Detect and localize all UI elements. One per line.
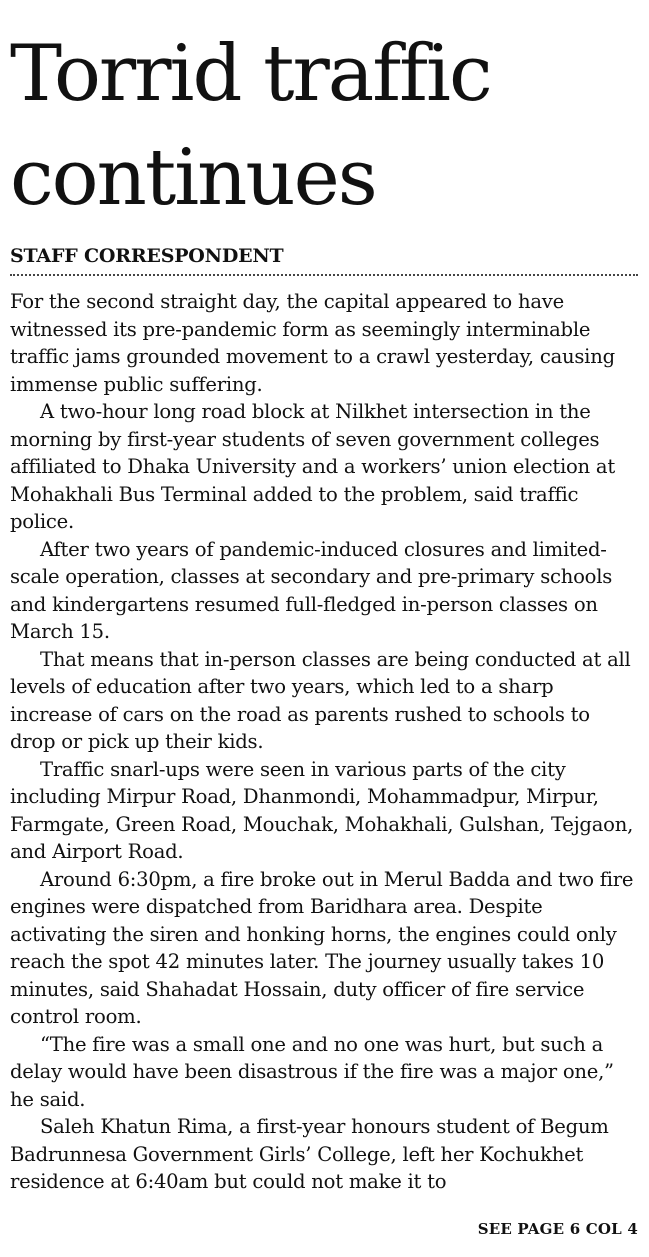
paragraph-2: A two-hour long road block at Nilkhet intersection in the morning by first-year students of seven government colleges affiliated to Dhaka University and a workers’ union election at Mohakhali Bus Terminal added to the problem, said traffic police. — [10, 400, 615, 533]
paragraph-8: Saleh Khatun Rima, a first-year honours student of Begum Badrunnesa Government Girls’ College, left her Kochukhet residence at 6:40am but could not make it to — [10, 1115, 609, 1193]
article — [10, 22, 638, 1196]
paragraph-4: That means that in-person classes are being conducted at all levels of education after two years, which led to a sharp increase of cars on the road as parents rushed to schools to drop or pick up their kids. — [10, 647, 631, 753]
paragraph-5: Traffic snarl-ups were seen in various parts of the city including Mirpur Road, Dhanmondi, Mohammadpur, Mirpur, Farmgate, Green Road, Mouchak, Mohakhali, Gulshan, Tejgaon, and Airport Road. — [10, 757, 634, 863]
paragraph-1: For the second straight day, the capital appeared to have witnessed its pre-pandemic form as seemingly interminable traffic jams grounded movement to a crawl yesterday, causing immense public suffering. — [10, 290, 615, 396]
headline: Torrid traffic continues — [10, 29, 491, 223]
paragraph-6: Around 6:30pm, a fire broke out in Merul Badda and two fire engines were dispatched from Baridhara area. Despite activating the siren and honking horns, the engines could only reach the spot 42 minutes later. The journey usually takes 10 minutes, said Shahadat Hossain, duty officer of fire service control room. — [10, 867, 634, 1028]
paragraph-3: After two years of pandemic-induced closures and limited-scale operation, classes at secondary and pre-primary schools and kindergartens resumed full-fledged in-person classes on March 15. — [10, 537, 613, 643]
dotted-divider — [10, 274, 638, 276]
continuation-jump-line: SEE PAGE 6 COL 4 — [477, 1220, 638, 1238]
byline: STAFF CORRESPONDENT — [10, 245, 284, 267]
article-body — [10, 288, 638, 1196]
paragraph-7: “The fire was a small one and no one was hurt, but such a delay would have been disastrous if the fire was a major one,” he said. — [10, 1032, 614, 1111]
